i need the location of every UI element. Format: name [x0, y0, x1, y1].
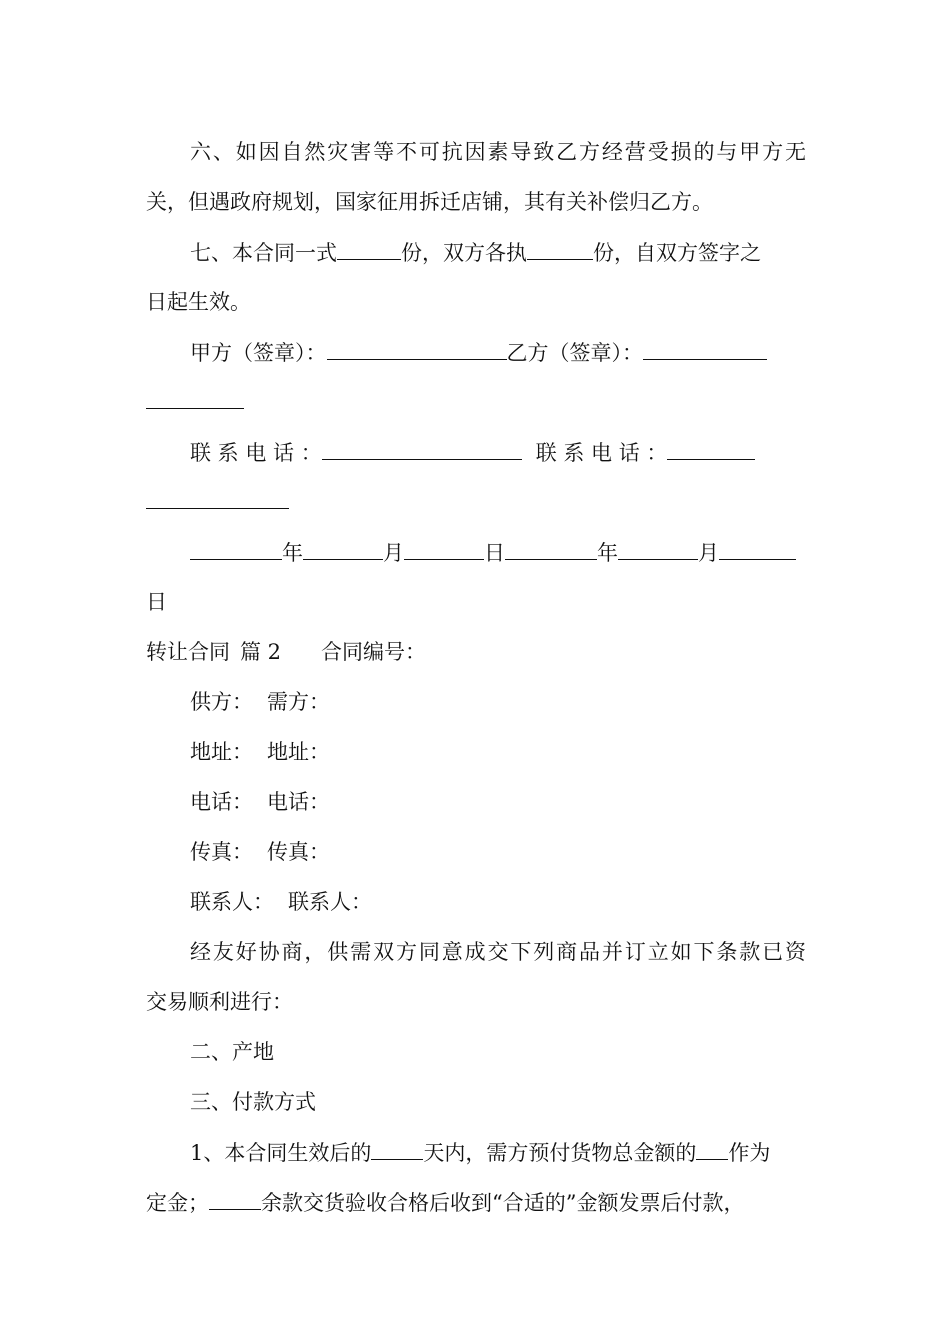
copies-total-blank: [337, 239, 401, 260]
supplier-label: 供方：: [190, 690, 253, 714]
signature-line: [190, 339, 806, 366]
month-blank-b: [618, 539, 698, 560]
payment-balance-text: 余款交货验收合格后收到“合适的”金额发票后付款，: [261, 1191, 745, 1215]
date-day-wrap: 日: [146, 590, 167, 614]
address-row: [190, 739, 806, 765]
clause-6-line-2: 关，但遇政府规划，国家征用拆迁店铺，其有关补偿归乙方。: [146, 190, 713, 214]
day-blank-b: [719, 539, 796, 560]
phone-line: [190, 439, 806, 466]
supplier-telephone-label: 电话：: [190, 790, 253, 814]
party-b-phone-blank: [667, 439, 755, 460]
payment-line-1: [190, 1139, 806, 1166]
clause-6-line-1: 六、如因自然灾害等不可抗因素导致乙方经营受损的与甲方无: [190, 140, 806, 164]
party-b-signature-label: 乙方（签章）：: [506, 341, 643, 365]
clause-7-part-c: 份，自双方签字之: [593, 241, 761, 265]
day-label-a: 日: [484, 541, 505, 565]
supplier-address-label: 地址：: [190, 740, 253, 764]
contact-row: [190, 889, 806, 915]
payment-line-2: [146, 1189, 806, 1216]
party-a-signature-label: 甲方（签章）：: [190, 341, 327, 365]
deposit-percent-blank: [696, 1139, 728, 1160]
party-a-phone-blank: [322, 439, 522, 460]
intro-line-1: 经友好协商，供需双方同意成交下列商品并订立如下条款已资: [190, 940, 806, 964]
month-blank-a: [303, 539, 383, 560]
year-blank-a: [190, 539, 282, 560]
buyer-label: 需方：: [267, 690, 330, 714]
clause-7-part-b: 份，双方各执: [401, 241, 527, 265]
supplier-fax-label: 传真：: [190, 840, 253, 864]
payment-deposit-label: 定金；: [146, 1191, 209, 1215]
buyer-contact-label: 联系人：: [288, 890, 372, 914]
balance-blank: [209, 1189, 261, 1210]
item-payment-method: 三、付款方式: [190, 1090, 316, 1114]
party-b-phone-label: 联 系 电 话 ：: [535, 441, 668, 465]
party-b-signature-blank: [643, 339, 767, 360]
party-row: [190, 689, 806, 715]
buyer-telephone-label: 电话：: [267, 790, 330, 814]
clause-7-part-a: 七、本合同一式: [190, 241, 337, 265]
party-a-signature-blank: [327, 339, 507, 360]
item-origin: 二、产地: [190, 1040, 274, 1064]
copies-each-blank: [527, 239, 593, 260]
contract-number-label: 合同编号：: [321, 640, 427, 664]
day-blank-a: [404, 539, 484, 560]
signature-continuation-rule: [146, 408, 244, 409]
intro-line-2: 交易顺利进行：: [146, 990, 293, 1014]
year-label-b: 年: [597, 541, 618, 565]
section-title: 转让合同: [146, 640, 230, 664]
year-blank-b: [505, 539, 597, 560]
supplier-contact-label: 联系人：: [190, 890, 274, 914]
buyer-fax-label: 传真：: [267, 840, 330, 864]
days-blank: [371, 1139, 423, 1160]
telephone-row: [190, 789, 806, 815]
buyer-address-label: 地址：: [267, 740, 330, 764]
section-part: 篇 2: [240, 640, 282, 664]
date-line: [190, 539, 806, 566]
clause-7-line-2: 日起生效。: [146, 290, 251, 314]
clause-7-line-1: [190, 239, 806, 266]
year-label-a: 年: [282, 541, 303, 565]
month-label-a: 月: [383, 541, 404, 565]
party-a-phone-label: 联 系 电 话 ：: [190, 441, 322, 465]
month-label-b: 月: [698, 541, 719, 565]
phone-continuation-rule: [146, 508, 289, 509]
payment-part-c: 作为: [728, 1141, 771, 1165]
payment-part-b: 天内，需方预付货物总金额的: [423, 1141, 697, 1165]
section-heading: [146, 639, 806, 665]
payment-part-a: 1、本合同生效后的: [190, 1141, 372, 1165]
fax-row: [190, 839, 806, 865]
